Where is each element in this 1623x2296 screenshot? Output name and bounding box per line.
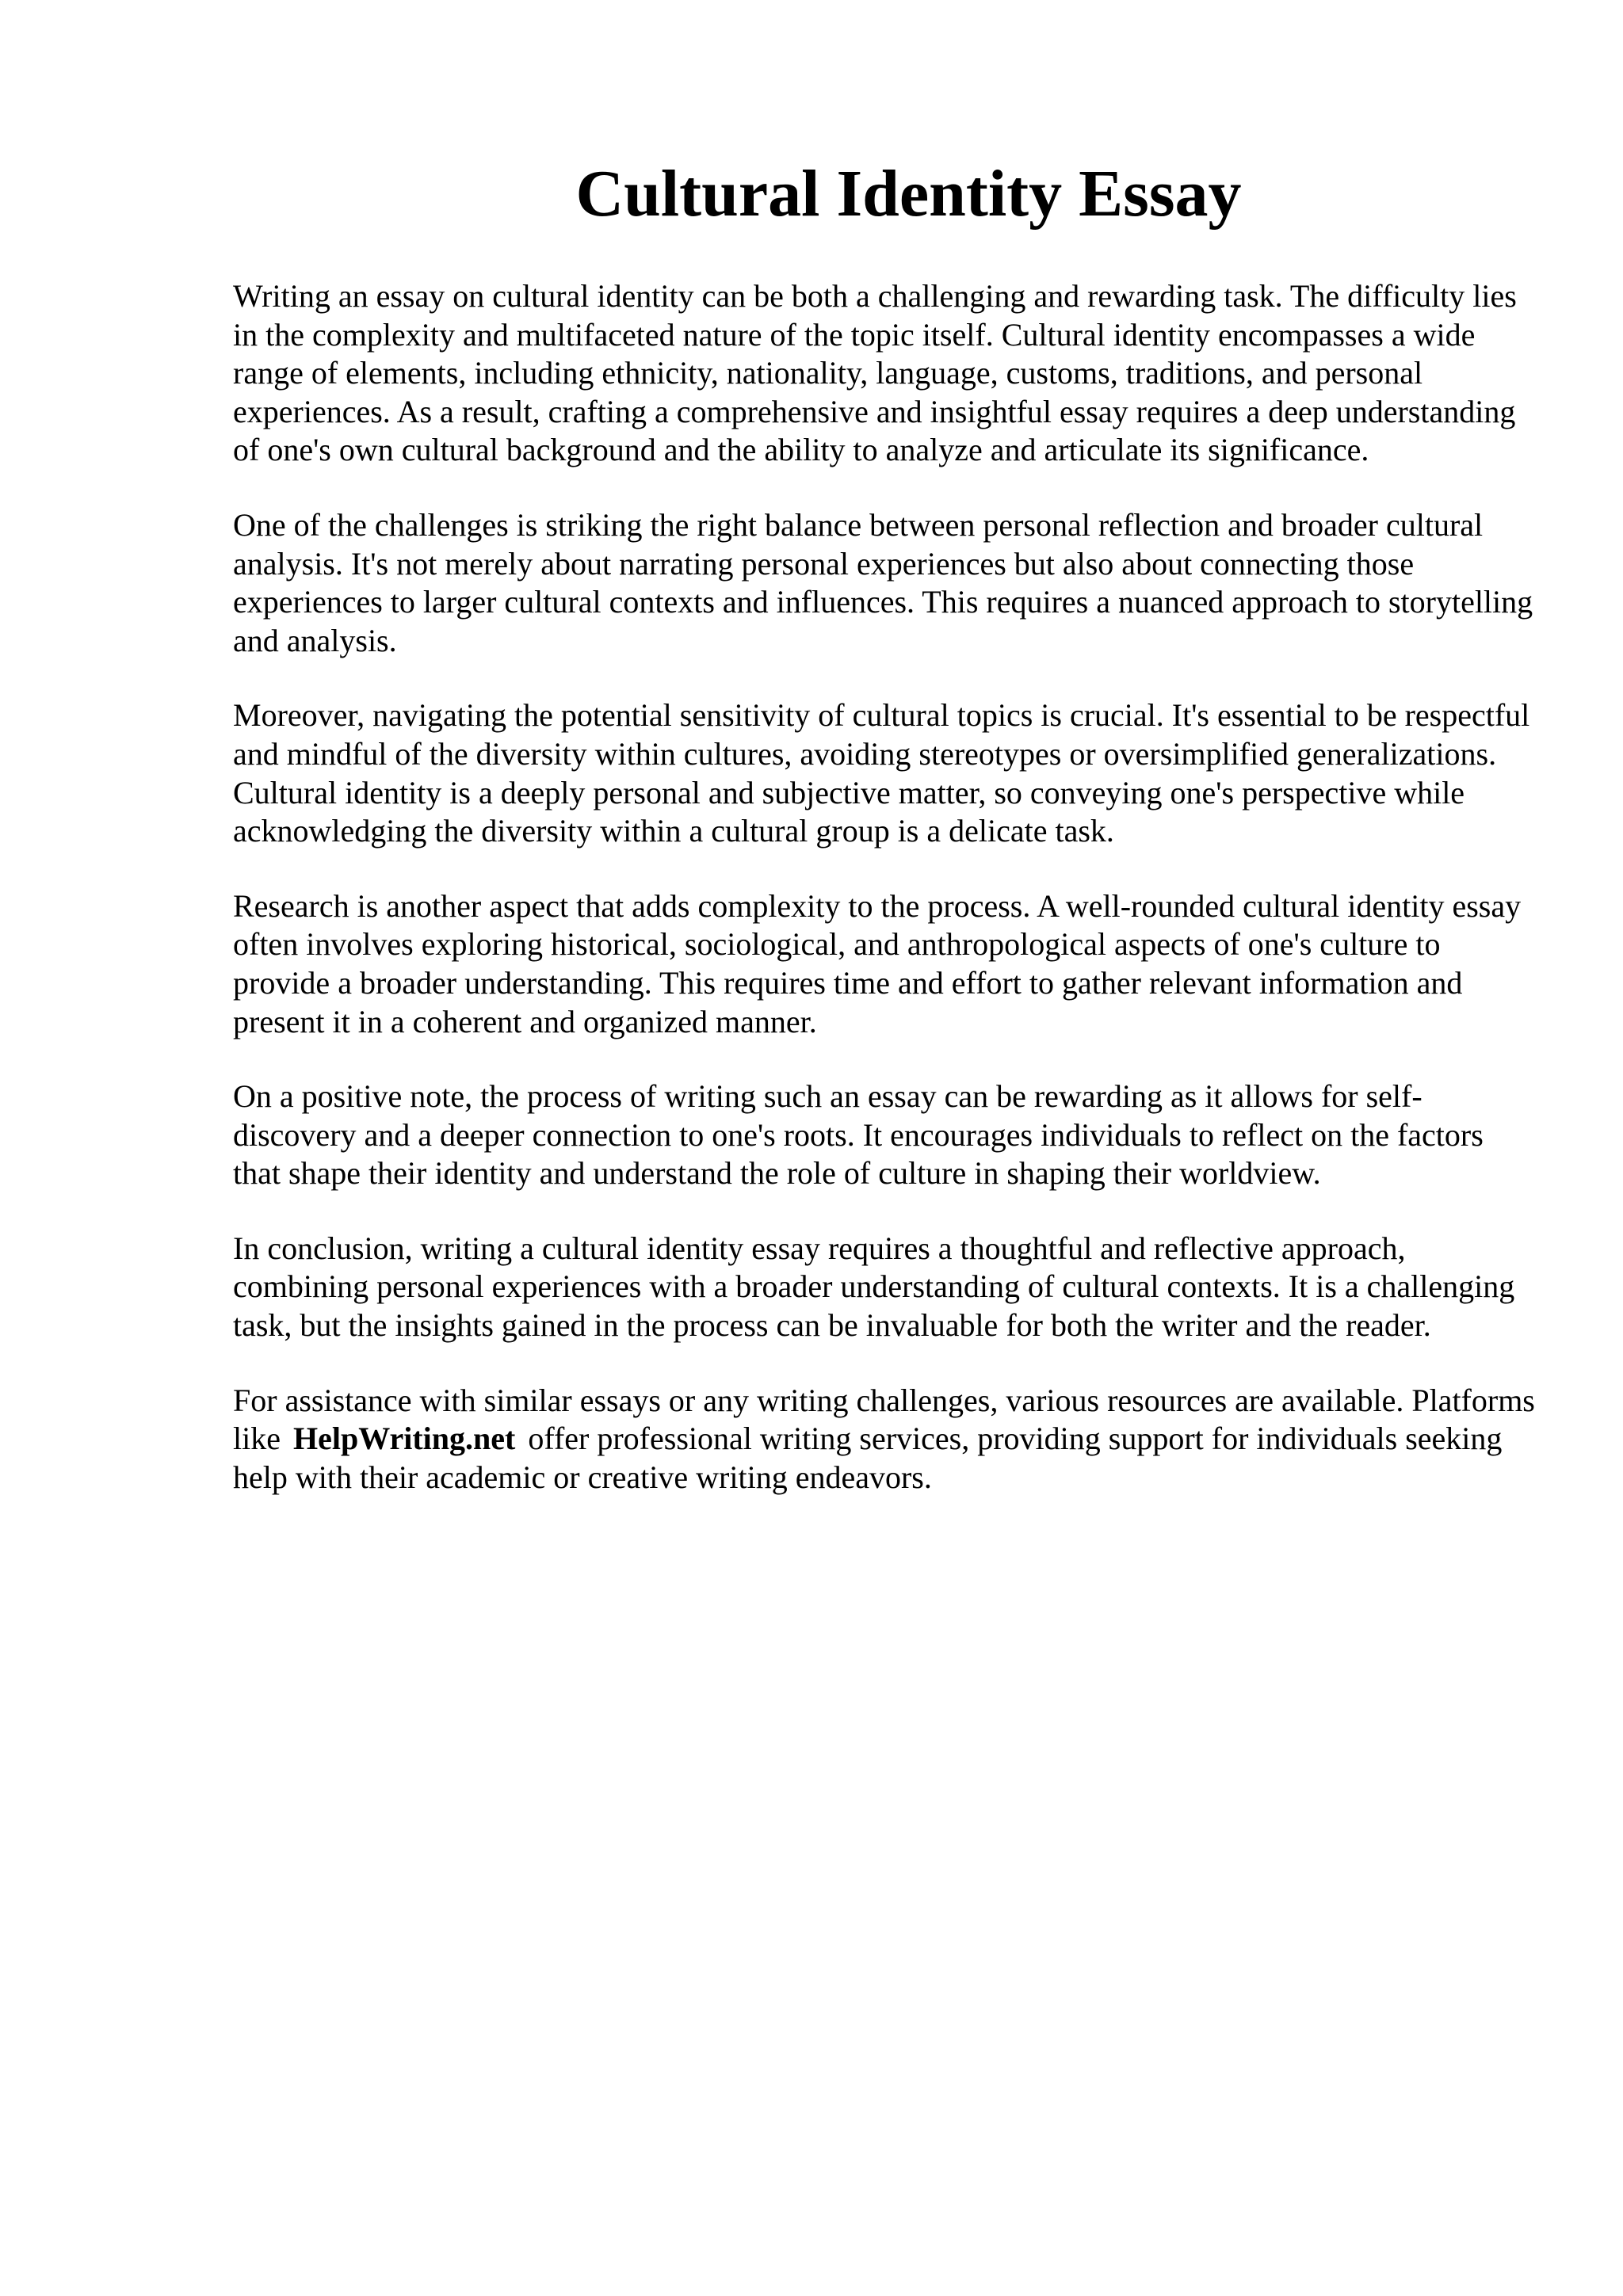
paragraph-conclusion: In conclusion, writing a cultural identity essay requires a thoughtful and reflective approach, combining personal experiences with a broader understanding of cultural contexts. It is a challenging task, but the insights gained in the process can be invaluable for both the writer and the reader. <box>233 1230 1515 1344</box>
document-body <box>233 151 1537 1533</box>
closing-text-before: For assistance with similar essays or any writing challenges, various resources are available. Platforms like <box>233 1382 1535 1457</box>
closing-text-after: offer professional writing services, providing support for individuals seeking help with their academic or creative writing endeavors. <box>233 1421 1503 1495</box>
paragraph-intro: Writing an essay on cultural identity can be both a challenging and rewarding task. The difficulty lies in the complexity and multifaceted nature of the topic itself. Cultural identity encompasses a wide range of elements, including ethnicity, nationality, language, customs, traditions, and personal experiences. As a result, crafting a comprehensive and insightful essay requires a deep understanding of one's own cultural background and the ability to analyze and articulate its significance. <box>233 278 1517 468</box>
paragraph-challenges: One of the challenges is striking the right balance between personal reflection and broader cultural analysis. It's not merely about narrating personal experiences but also about connecting those experiences to larger cultural contexts and influences. This requires a nuanced approach to storytelling and analysis. <box>233 506 1533 658</box>
paragraph-positive: On a positive note, the process of writing such an essay can be rewarding as it allows for self-discovery and a deeper connection to one's roots. It encourages individuals to reflect on the factors that shape their identity and understand the role of culture in shaping their worldview. <box>233 1078 1484 1192</box>
paragraph-research: Research is another aspect that adds complexity to the process. A well-rounded cultural identity essay often involves exploring historical, sociological, and anthropological aspects of one's culture to provide a broader understanding. This requires time and effort to gather relevant information and present it in a coherent and organized manner. <box>233 887 1522 1039</box>
brand-name: HelpWriting.net <box>292 1421 516 1457</box>
paragraph-sensitivity: Moreover, navigating the potential sensitivity of cultural topics is crucial. It's essential to be respectful and mindful of the diversity within cultures, avoiding stereotypes or oversimplified generalizations. Cultural identity is a deeply personal and subjective matter, so conveying one's perspective while acknowledging the diversity within a cultural group is a delicate task. <box>233 697 1530 849</box>
document-title: Cultural Identity Essay <box>575 157 1242 231</box>
paragraph-closing <box>233 1382 1537 1497</box>
